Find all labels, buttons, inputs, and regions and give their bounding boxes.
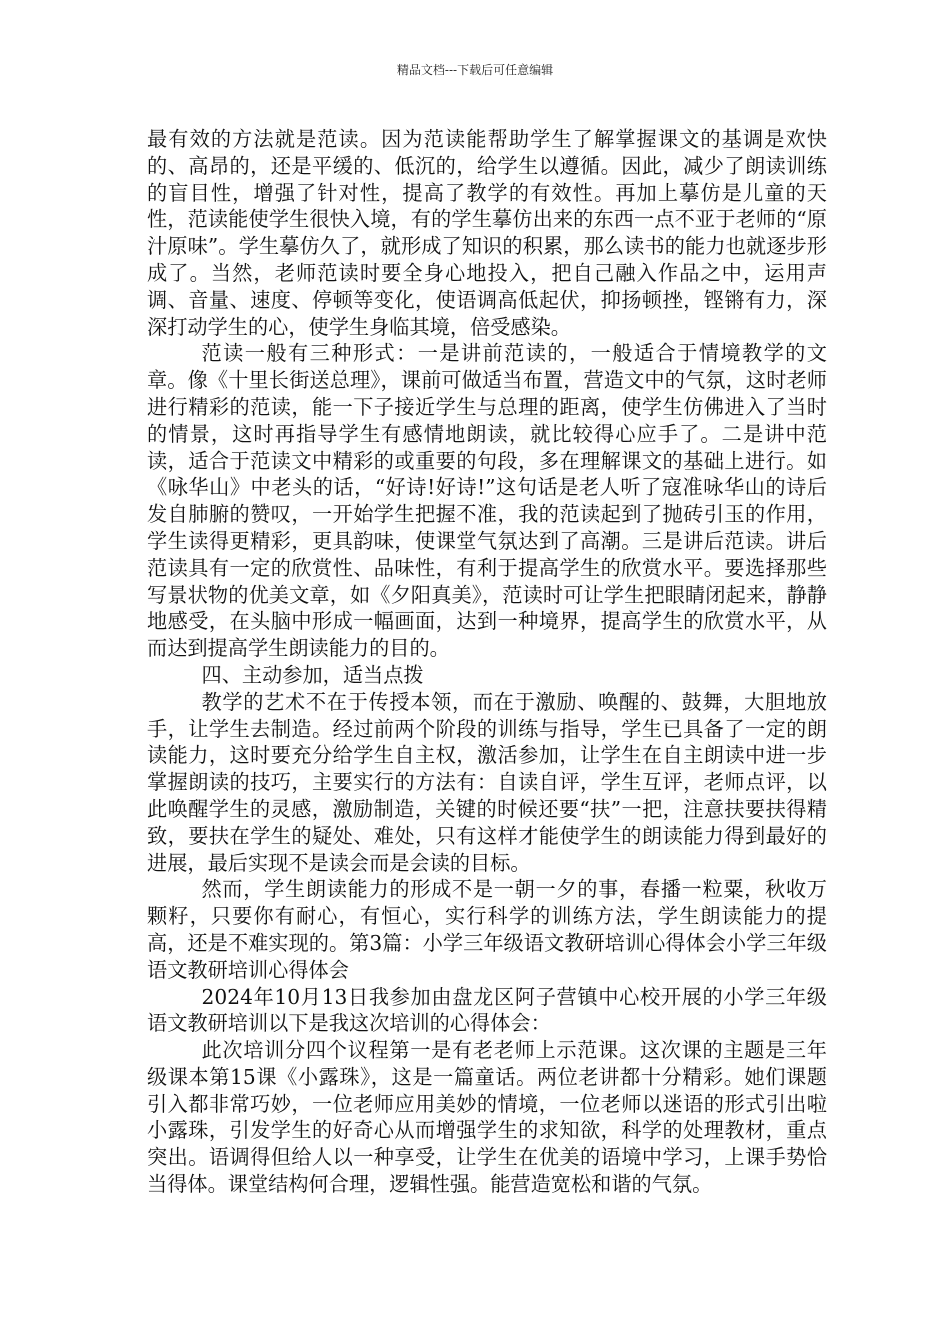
paragraph-4: 然而，学生朗读能力的形成不是一朝一夕的事，春播一粒粟，秋收万颗籽，只要你有耐心，有恒心，实行科学的训练方法，学生朗读能力的提高，还是不难实现的。第3篇：小学三年级语文教研培训心得体会小学三年级语文教研培训心得体会	[147, 877, 827, 982]
paragraph-5: 2024年10月13日我参加由盘龙区阿子营镇中心校开展的小学三年级语文教研培训以下是我这次培训的心得体会：	[147, 984, 827, 1036]
document-body	[147, 126, 827, 1198]
paragraph-3: 教学的艺术不在于传授本领，而在于激励、唤醒的、鼓舞，大胆地放手，让学生去制造。经过前两个阶段的训练与指导，学生已具备了一定的朗读能力，这时要充分给学生自主权，激活参加，让学生在自主朗读中进一步掌握朗读的技巧，主要实行的方法有：自读自评，学生互评，老师点评，以此唤醒学生的灵感，激励制造，关键的时候还要“扶”一把，注意扶要扶得精致，要扶在学生的疑处、难处，只有这样才能使学生的朗读能力得到最好的进展，最后实现不是读会而是会读的目标。	[147, 689, 827, 875]
paragraph-2: 范读一般有三种形式：一是讲前范读的，一般适合于情境教学的文章。像《十里长街送总理》，课前可做适当布置，营造文中的气氛，这时老师进行精彩的范读，能一下子接近学生与总理的距离，使学生仿佛进入了当时的情景，这时再指导学生有感情地朗读，就比较得心应手了。二是讲中范读，适合于范读文中精彩的或重要的句段，多在理解课文的基础上进行。如《咏华山》中老头的话，“好诗!好诗!”这句话是老人听了寇准咏华山的诗后发自肺腑的赞叹，一开始学生把握不准，我的范读起到了抛砖引玉的作用，学生读得更精彩，更具韵味，使课堂气氛达到了高潮。三是讲后范读。讲后范读具有一定的欣赏性、品味性，有利于提高学生的欣赏水平。要选择那些写景状物的优美文章，如《夕阳真美》，范读时可让学生把眼睛闭起来，静静地感受，在头脑中形成一幅画面，达到一种境界，提高学生的欣赏水平，从而达到提高学生朗读能力的目的。	[147, 341, 827, 661]
paragraph-1: 最有效的方法就是范读。因为范读能帮助学生了解掌握课文的基调是欢快的、高昂的，还是平缓的、低沉的，给学生以遵循。因此，减少了朗读训练的盲目性，增强了针对性，提高了教学的有效性。再加上摹仿是儿童的天性，范读能使学生很快入境，有的学生摹仿出来的东西一点不亚于老师的“原汁原味”。学生摹仿久了，就形成了知识的积累，那么读书的能力也就逐步形成了。当然，老师范读时要全身心地投入，把自己融入作品之中，运用声调、音量、速度、停顿等变化，使语调高低起伏，抑扬顿挫，铿锵有力，深深打动学生的心，使学生身临其境，倍受感染。	[147, 127, 827, 339]
page-header: 精品文档---下载后可任意编辑	[396, 63, 554, 77]
paragraph-6: 此次培训分四个议程第一是有老老师上示范课。这次课的主题是三年级课本第15课《小露珠》，这是一篇童话。两位老讲都十分精彩。她们课题引入都非常巧妙，一位老师应用美妙的情境，一位老师以迷语的形式引出啦小露珠，引发学生的好奇心从而增强学生的求知欲，科学的处理教材，重点突出。语调得但给人以一种享受，让学生在优美的语境中学习，上课手势恰当得体。课堂结构何合理，逻辑性强。能营造宽松和谐的气氛。	[147, 1038, 827, 1197]
section-heading: 四、主动参加，适当点拨	[201, 662, 424, 687]
